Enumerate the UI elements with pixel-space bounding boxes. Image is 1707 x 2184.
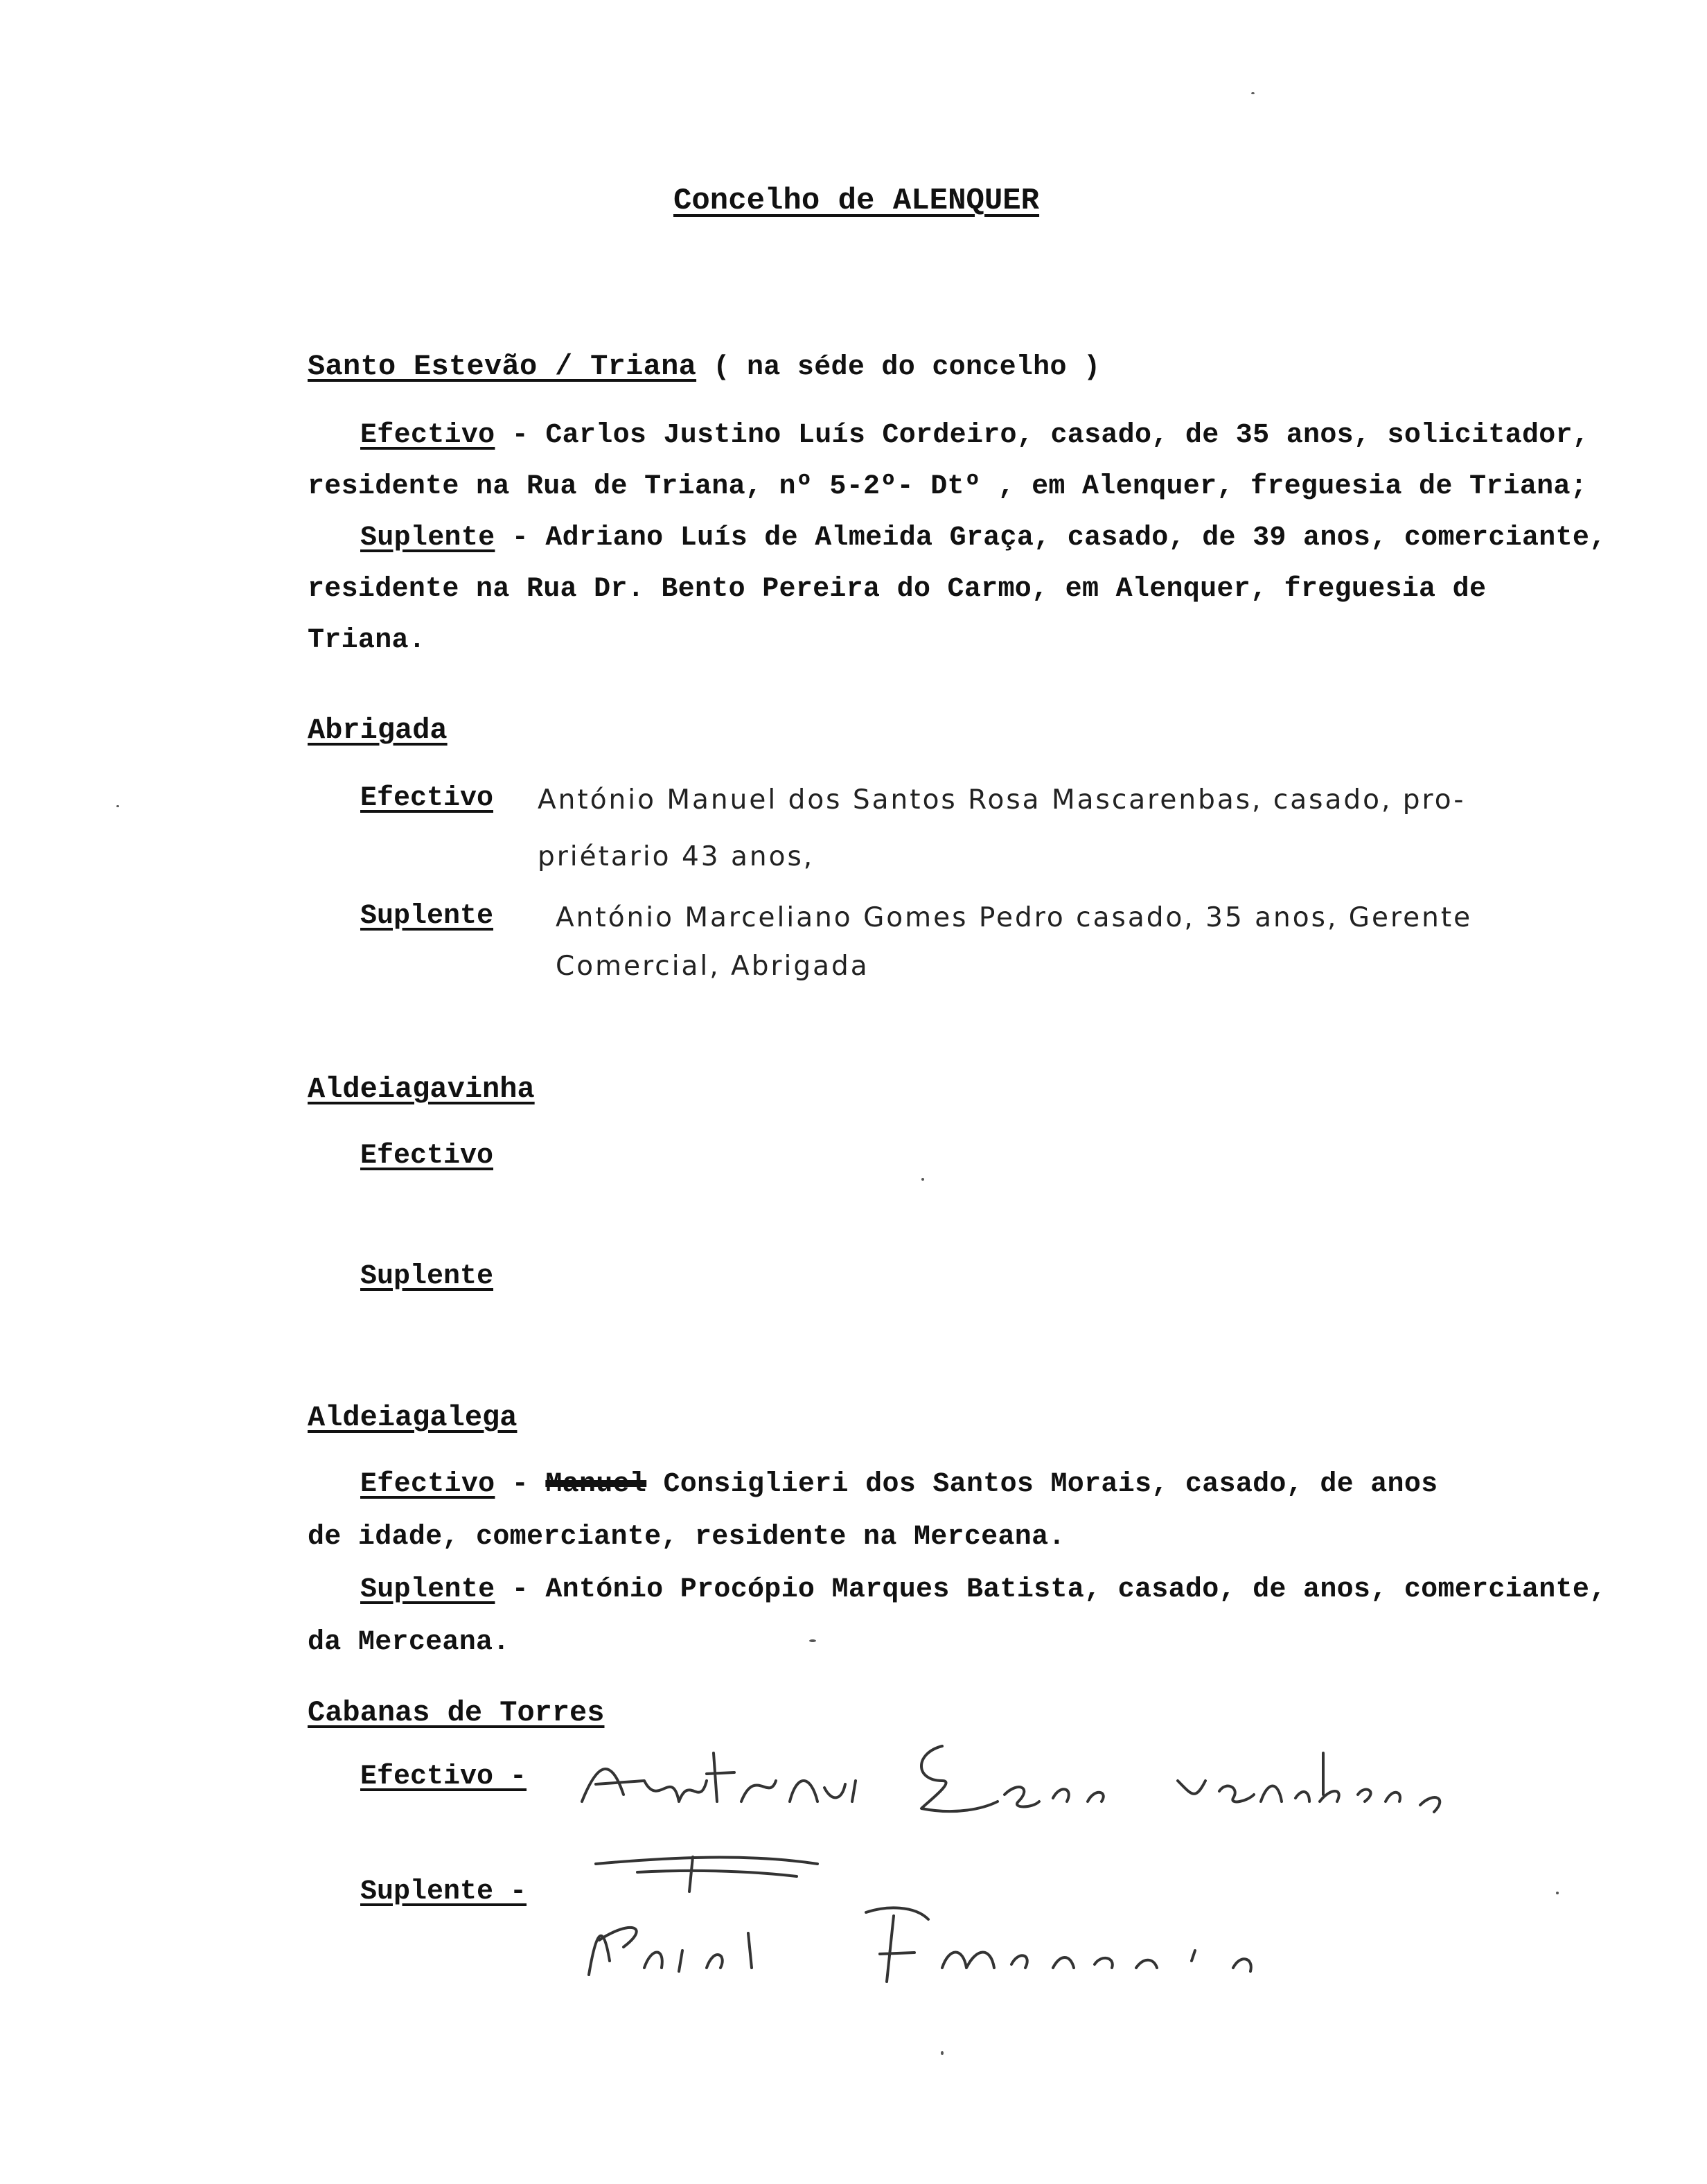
scan-speck — [116, 805, 119, 807]
efetivo-line — [360, 420, 1589, 451]
suplente-text: - António Procópio Marques Batista, casado, de anos, comerciante, — [495, 1574, 1607, 1605]
suplente-text-continuation: Triana. — [308, 625, 426, 656]
efetivo-text-continuation: priétario 43 anos, — [538, 841, 815, 872]
suplente-text: - Adriano Luís de Almeida Graça, casado, de 39 anos, comerciante, — [495, 522, 1607, 554]
efetivo-label: Efectivo — [360, 420, 495, 451]
suplente-text-continuation: da Merceana. — [308, 1627, 510, 1658]
suplente-text-continuation: Comercial, Abrigada — [556, 951, 869, 982]
scan-speck — [921, 1178, 924, 1181]
suplente-line — [360, 522, 1607, 554]
suplente-label: Suplente — [360, 522, 495, 554]
scan-speck — [1556, 1892, 1559, 1894]
efetivo-line: Efectivo - Manuel Consiglieri dos Santos Morais, casado, de anos — [360, 1469, 1438, 1500]
efetivo-text: - Carlos Justino Luís Cordeiro, casado, de 35 anos, solicitador, — [495, 420, 1590, 451]
struck-word: Manuel — [545, 1469, 647, 1500]
efetivo-text-continuation: de idade, comerciante, residente na Merceana. — [308, 1522, 1065, 1553]
suplente-label: Suplente — [360, 1574, 495, 1605]
section-heading-abrigada: Abrigada — [308, 714, 448, 747]
suplente-label: Suplente — [360, 1261, 494, 1292]
suplente-text: António Marceliano Gomes Pedro casado, 35 anos, Gerente — [556, 902, 1473, 933]
efetivo-label: Efectivo — [360, 1141, 494, 1172]
section-heading-cabanas-de-torres: Cabanas de Torres — [308, 1696, 605, 1729]
section-heading-aldeiagavinha: Aldeiagavinha — [308, 1073, 535, 1106]
efetivo-label: Efectivo — [360, 1469, 495, 1500]
efetivo-label: Efectivo — [360, 783, 494, 814]
suplente-text-continuation: residente na Rua Dr. Bento Pereira do Carmo, em Alenquer, freguesia de — [308, 574, 1487, 605]
efetivo-text: Consiglieri dos Santos Morais, casado, de anos — [646, 1469, 1438, 1500]
suplente-label: Suplente - — [360, 1876, 527, 1908]
scan-speck — [1251, 92, 1255, 94]
efetivo-label: Efectivo - — [360, 1761, 527, 1793]
scan-speck — [809, 1639, 816, 1642]
suplente-label: Suplente — [360, 901, 494, 932]
efetivo-text: António Manuel dos Santos Rosa Mascarenbas, casado, pro- — [538, 784, 1466, 816]
handwritten-suplente-name — [568, 1822, 1469, 2002]
suplente-line — [360, 1574, 1607, 1605]
document-title: Concelho de ALENQUER — [673, 184, 1040, 218]
section-name-suffix: ( na séde do concelho ) — [696, 352, 1101, 383]
section-heading-aldeiagalega: Aldeiagalega — [308, 1401, 518, 1434]
section-heading-santo-estevao — [308, 350, 1100, 383]
efetivo-text-continuation: residente na Rua de Triana, nº 5-2º- Dtº , em Alenquer, freguesia de Triana; — [308, 471, 1588, 502]
scan-speck — [941, 2051, 944, 2055]
handwritten-efetivo-name — [568, 1725, 1552, 1836]
section-name: Santo Estevão / Triana — [308, 350, 697, 383]
